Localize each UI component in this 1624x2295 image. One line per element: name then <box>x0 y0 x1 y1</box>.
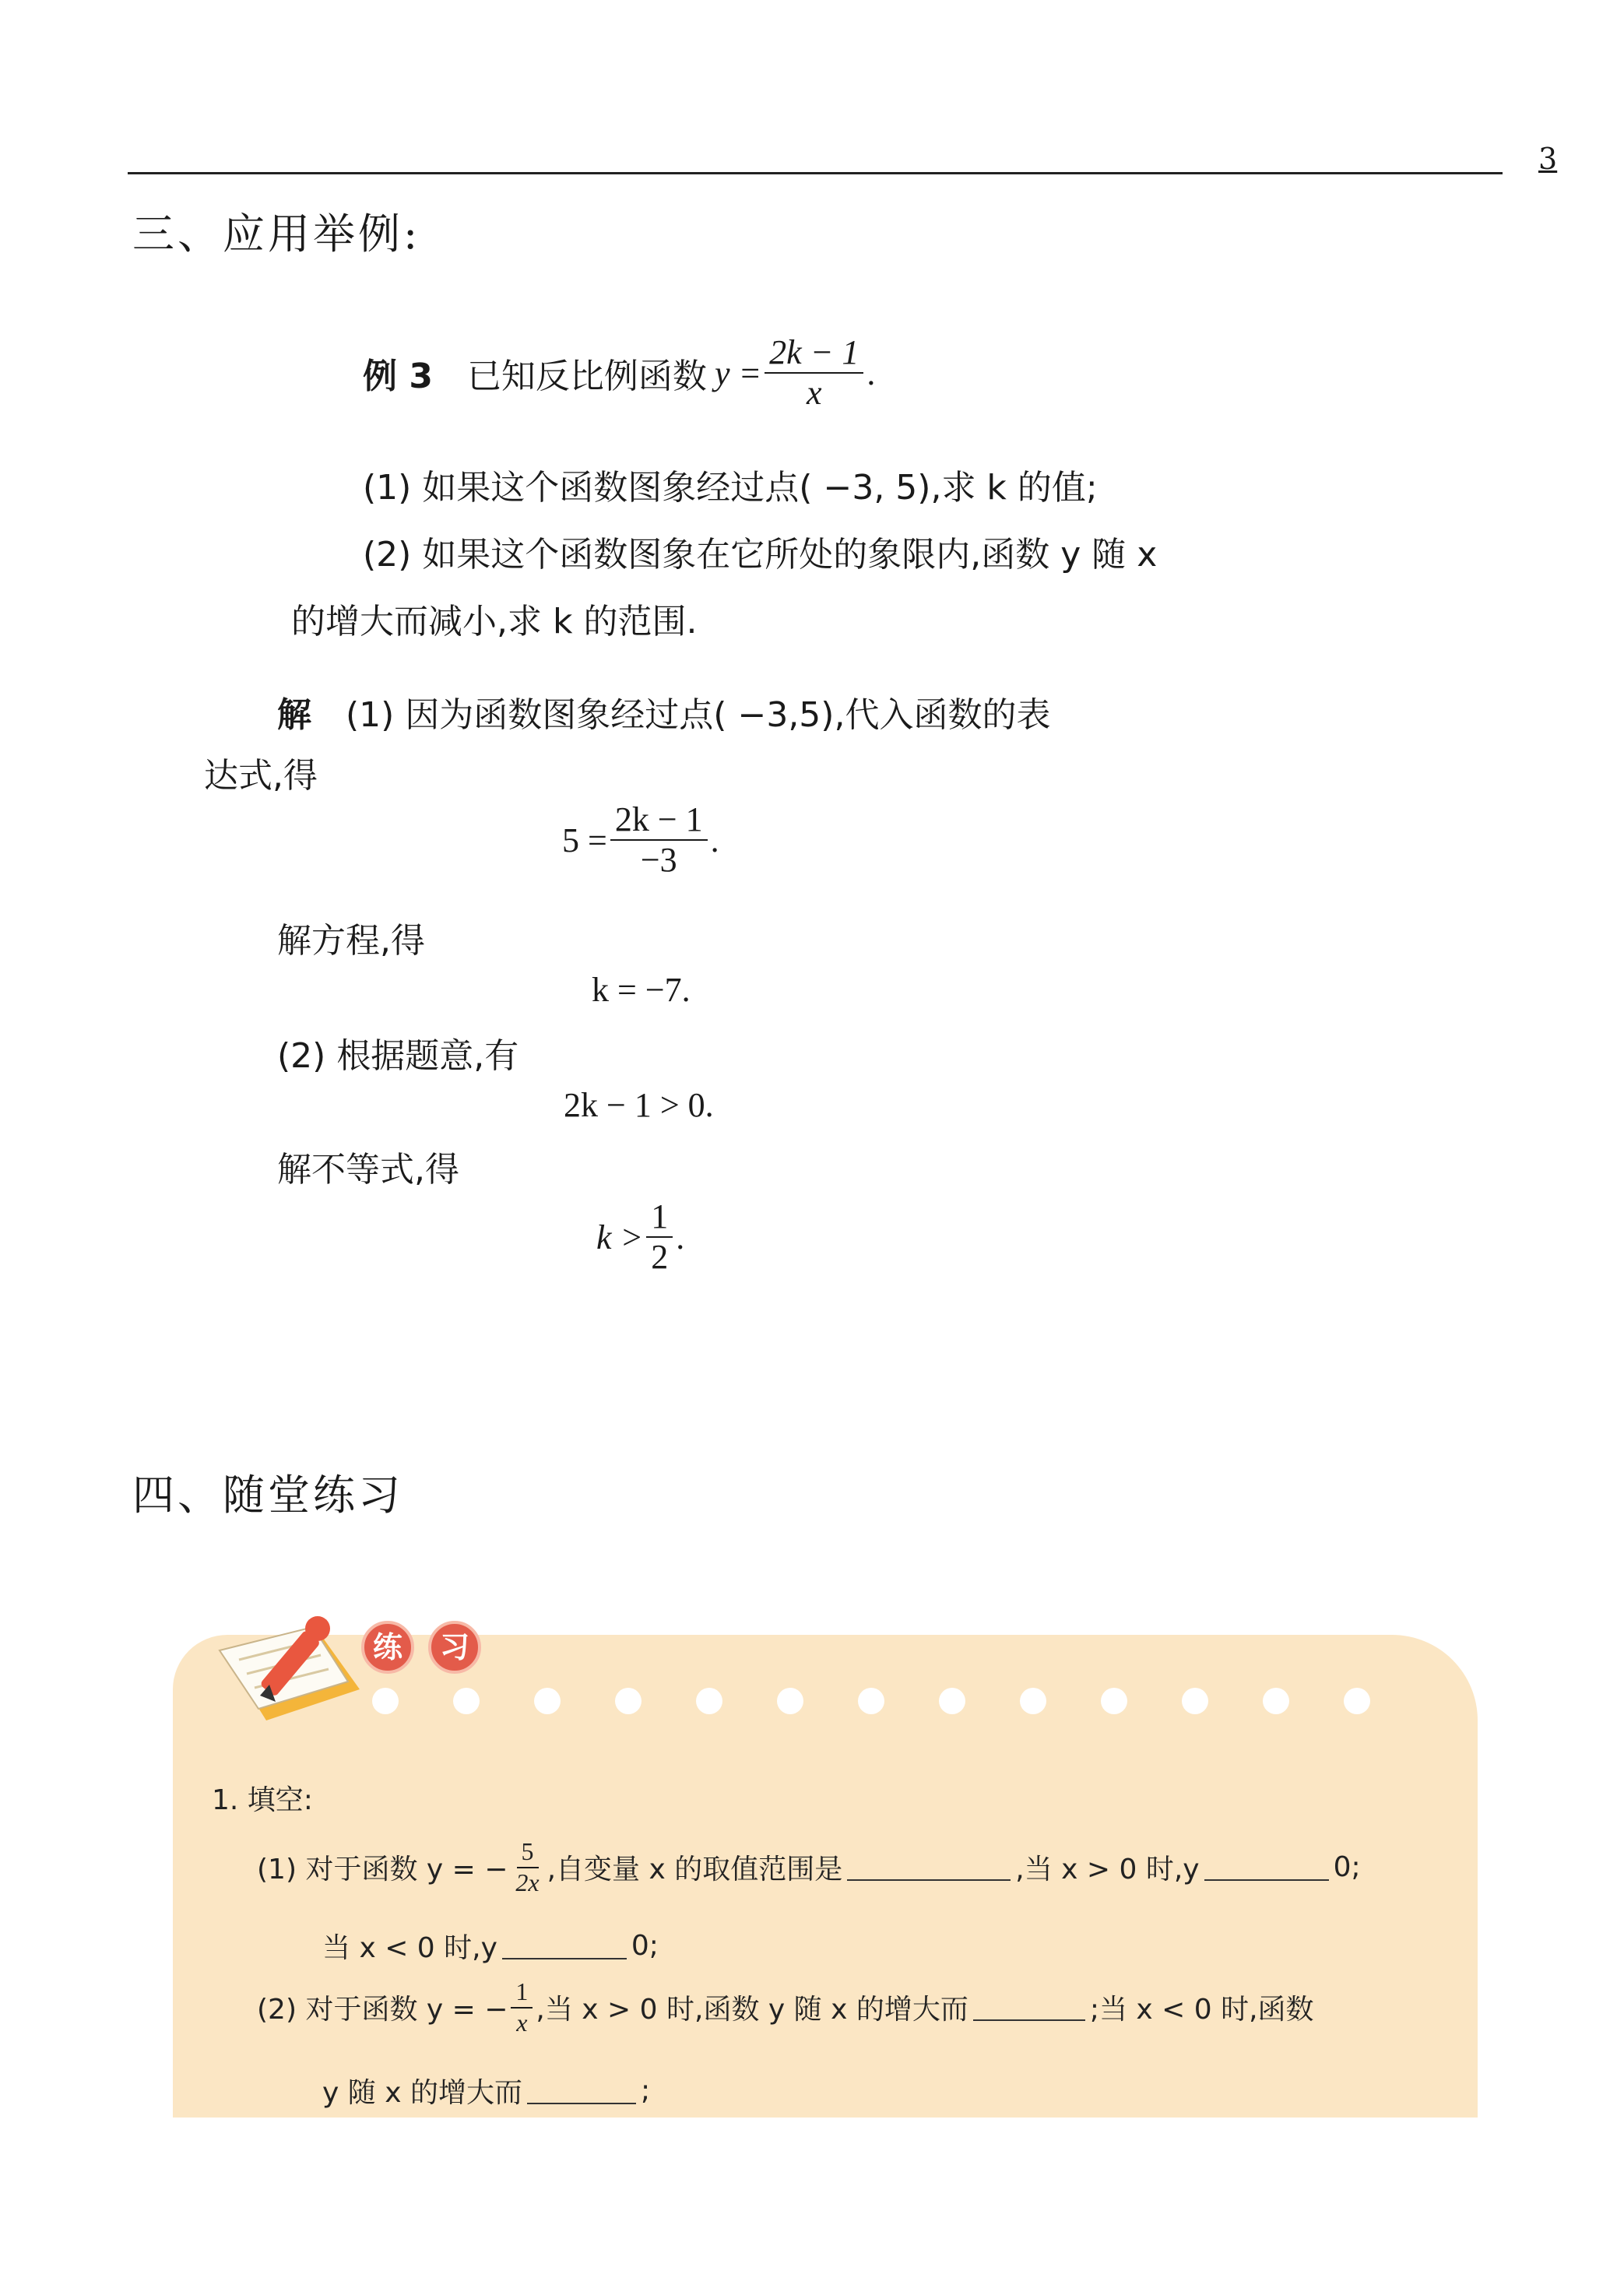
exercise-part-2 <box>257 1979 1314 2036</box>
period: . <box>710 821 719 859</box>
decorative-dot <box>939 1688 965 1714</box>
exercise-part-2-a: (2) 对于函数 y = − <box>257 1994 508 2026</box>
exercise-part-1-numerator: 5 <box>517 1839 539 1868</box>
notebook-pencil-icon <box>204 1604 375 1736</box>
solution-line-1-text: (1) 因为函数图象经过点( −3,5),代入函数的表 <box>346 695 1051 735</box>
exercise-part-2-e: ; <box>640 2075 651 2107</box>
equation-1-denominator: −3 <box>640 841 677 880</box>
exercise-part-1-d: 0; <box>1333 1851 1361 1884</box>
exercise-title-badge-2: 习 <box>428 1621 481 1674</box>
answer-blank[interactable] <box>527 2078 636 2104</box>
answer-blank[interactable] <box>847 1854 1011 1881</box>
equation-4-numerator: 1 <box>646 1199 673 1238</box>
equation-2: k = −7. <box>592 971 691 1009</box>
decorative-dot <box>615 1688 642 1714</box>
exercise-part-2-fraction <box>511 1979 533 2036</box>
exercise-part-2-numerator: 1 <box>511 1979 533 2009</box>
solution-line-2: 达式,得 <box>204 756 318 796</box>
decorative-dot <box>1020 1688 1046 1714</box>
exercise-part-2-b: ,当 x > 0 时,函数 y 随 x 的增大而 <box>536 1994 968 2026</box>
exercise-part-1-f: 0; <box>631 1930 659 1962</box>
exercise-part-1-c: ,当 x > 0 时,y <box>1015 1854 1200 1886</box>
solution-line-1 <box>277 687 1050 736</box>
decorative-dot <box>858 1688 884 1714</box>
equation-1-numerator: 2k − 1 <box>610 802 708 841</box>
decorative-dot <box>1263 1688 1289 1714</box>
solution-line-3: 解方程,得 <box>277 921 425 961</box>
example-question-2a: (2) 如果这个函数图象在它所处的象限内,函数 y 随 x <box>363 535 1158 575</box>
example-label: 例 3 <box>363 357 433 397</box>
exercise-part-1 <box>257 1839 1361 1896</box>
exercise-part-1-b: ,自变量 x 的取值范围是 <box>547 1854 843 1886</box>
period: . <box>676 1218 685 1256</box>
answer-blank[interactable] <box>973 1995 1085 2021</box>
solution-label: 解 <box>277 695 311 735</box>
example-func-lhs: y = <box>714 353 762 392</box>
equation-4-denominator: 2 <box>651 1238 669 1277</box>
equation-4-lhs: k > <box>596 1218 644 1256</box>
answer-blank[interactable] <box>502 1933 627 1959</box>
exercise-part-1-denominator: 2x <box>515 1868 540 1896</box>
exercise-item-1: 1. 填空: <box>212 1784 313 1816</box>
example-func-denominator: x <box>807 374 822 413</box>
example-fraction <box>765 335 863 411</box>
page-number: 3 <box>1538 142 1558 176</box>
decorative-dot <box>534 1688 561 1714</box>
section-title-4: 四、随堂练习 <box>132 1471 403 1520</box>
decorative-dot <box>372 1688 399 1714</box>
decorative-dot <box>777 1688 803 1714</box>
exercise-part-1-a: (1) 对于函数 y = − <box>257 1854 508 1886</box>
example-intro <box>363 335 875 411</box>
equation-4-fraction <box>646 1199 673 1275</box>
example-question-2b: 的增大而减小,求 k 的范围. <box>291 602 698 641</box>
answer-blank[interactable] <box>1204 1854 1329 1881</box>
equation-1-fraction <box>610 802 708 878</box>
decorative-dot <box>696 1688 722 1714</box>
equation-3: 2k − 1 > 0. <box>564 1086 714 1124</box>
exercise-part-2-d: y 随 x 的增大而 <box>322 2077 522 2109</box>
exercise-part-1-line-2 <box>322 1926 659 1966</box>
example-intro-text: 已知反比例函数 <box>466 357 707 397</box>
solution-line-4: (2) 根据题意,有 <box>277 1036 519 1076</box>
equation-1-lhs: 5 = <box>562 821 607 859</box>
example-func-numerator: 2k − 1 <box>765 335 863 374</box>
section-title-3: 三、应用举例: <box>132 209 421 258</box>
period: . <box>866 353 876 392</box>
header-rule <box>128 172 1503 174</box>
decorative-dot <box>453 1688 480 1714</box>
decorative-dot <box>1182 1688 1208 1714</box>
exercise-part-2-line-2 <box>322 2071 650 2110</box>
exercise-title-badge-1: 练 <box>361 1621 414 1674</box>
exercise-part-1-e: 当 x < 0 时,y <box>322 1932 497 1964</box>
exercise-part-2-denominator: x <box>516 2008 528 2037</box>
equation-1 <box>562 802 719 878</box>
exercise-part-1-fraction <box>511 1839 543 1896</box>
solution-line-5: 解不等式,得 <box>277 1150 459 1190</box>
example-question-1: (1) 如果这个函数图象经过点( −3, 5),求 k 的值; <box>363 468 1098 508</box>
equation-4 <box>596 1199 684 1275</box>
exercise-part-2-c: ;当 x < 0 时,函数 <box>1089 1994 1314 2026</box>
decorative-dot <box>1101 1688 1127 1714</box>
decorative-dot <box>1344 1688 1370 1714</box>
